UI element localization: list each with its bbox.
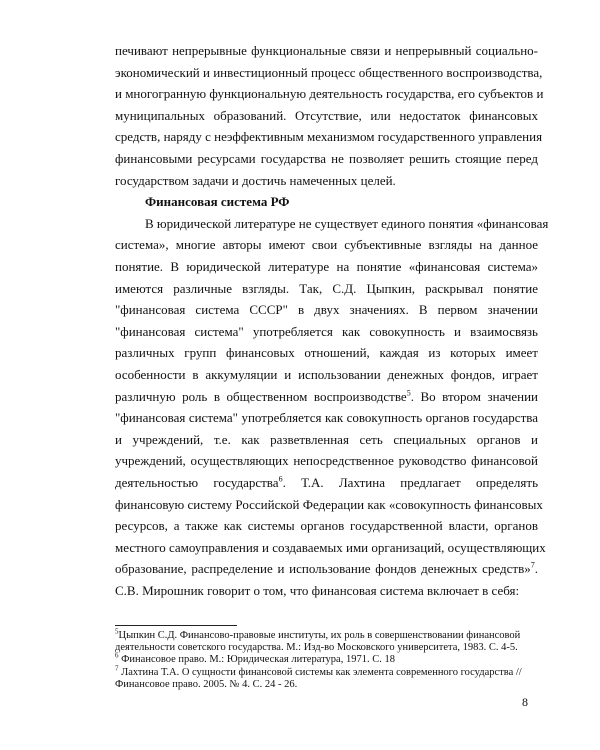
paragraph-line: печивают непрерывные функциональные связи и непрерывный социально- [115, 43, 538, 58]
paragraph-line: "финансовая система" употребляется как совокупность и взаимосвязь [115, 324, 538, 339]
footnote-7 [115, 664, 533, 679]
footnote-number: 5 [115, 627, 119, 636]
paragraph-line: система», многие авторы имеют свои субъективные взгляды на данное [115, 237, 538, 252]
paragraph-line: и учреждений, т.е. как разветвленная сеть специальных органов и [115, 432, 538, 447]
line-text: . Т.А. Лахтина предлагает определять [282, 475, 539, 490]
paragraph-line: В юридической литературе не существует единого понятия «финансовая [145, 216, 549, 231]
paragraph-line [115, 583, 538, 599]
line-text: местного самоуправления и создаваемых ими организаций, осуществляющих [115, 540, 546, 555]
line-text: деятельностью государства [115, 475, 279, 490]
paragraph-line: средств, наряду с неэффективным механизмом государственного управления [115, 129, 543, 144]
paragraph-line: экономический и инвестиционный процесс общественного воспроизводства, [115, 65, 543, 80]
paragraph-line [115, 540, 546, 556]
paragraph-line: муниципальных образований. Отсутствие, или недостаток финансовых [115, 108, 538, 123]
paragraph-line: имеются различные взгляды. Так, С.Д. Цыпкин, раскрывал понятие [115, 281, 538, 296]
paragraph-line: понятие. В юридической литературе на понятие «финансовая система» [115, 259, 538, 274]
paragraph-line: государством задачи и достичь намеченных целей. [115, 173, 396, 188]
paragraph-line [115, 561, 538, 577]
footnote-ref: 5 [406, 388, 411, 398]
paragraph-line: особенности в аккумуляции и использовании денежных фондов, играет [115, 367, 538, 382]
footnote-ref: 7 [530, 560, 535, 570]
paragraph-line: учреждений, осуществляющих непосредственное руководство финансовой [115, 453, 538, 468]
footnote-ref: 6 [278, 474, 283, 484]
footnote-text: Лахтина Т.А. О сущности финансовой системы как элемента современного государства // [118, 667, 522, 678]
footnote-5-cont: деятельности советского государства. М.: Изд-во Московского университета, 1983. С. 4-5. [115, 642, 518, 653]
paragraph-line: "финансовая система" употребляется как совокупность органов государства [115, 410, 538, 425]
paragraph-line [115, 475, 538, 491]
footnote-5 [115, 627, 533, 642]
footnote-text: Финансовое право. М.: Юридическая литература, 1971. С. 18 [118, 654, 395, 665]
footnote-text: Цыпкин С.Д. Финансово-правовые институты, их роль в совершенствовании финансовой [118, 630, 521, 641]
footnote-number: 6 [115, 651, 119, 660]
footnote-number: 7 [115, 664, 119, 673]
line-text: С.В. Мирошник говорит о том, что финансовая система включает в себя: [115, 583, 520, 598]
paragraph-line: и многогранную функциональную деятельность государства, его субъектов и [115, 86, 544, 101]
paragraph-line: различных групп финансовых отношений, каждая из которых имеет [115, 345, 538, 360]
line-text: . Во втором значении [410, 389, 538, 404]
paragraph-line: финансовую систему Российской Федерации как «совокупность финансовых [115, 497, 543, 512]
line-text: различную роль в общественном воспроизводстве [115, 389, 407, 404]
section-heading: Финансовая система РФ [145, 194, 290, 209]
paragraph-line: "финансовая система СССР" в двух значениях. В первом значении [115, 302, 538, 317]
footnote-separator [115, 625, 237, 626]
line-text: . [534, 561, 538, 576]
footnote-6 [115, 651, 533, 666]
footnote-7-cont: Финансовое право. 2005. № 4. С. 24 - 26. [115, 679, 298, 690]
paragraph-line: финансовыми ресурсами государства не позволяет решить стоящие перед [115, 151, 538, 166]
paragraph-line [115, 389, 538, 405]
page-number: 8 [522, 695, 528, 709]
paragraph-line: ресурсов, а также как системы органов государственной власти, органов [115, 518, 538, 533]
line-text: образование, распределение и использование фондов денежных средств» [115, 561, 531, 576]
